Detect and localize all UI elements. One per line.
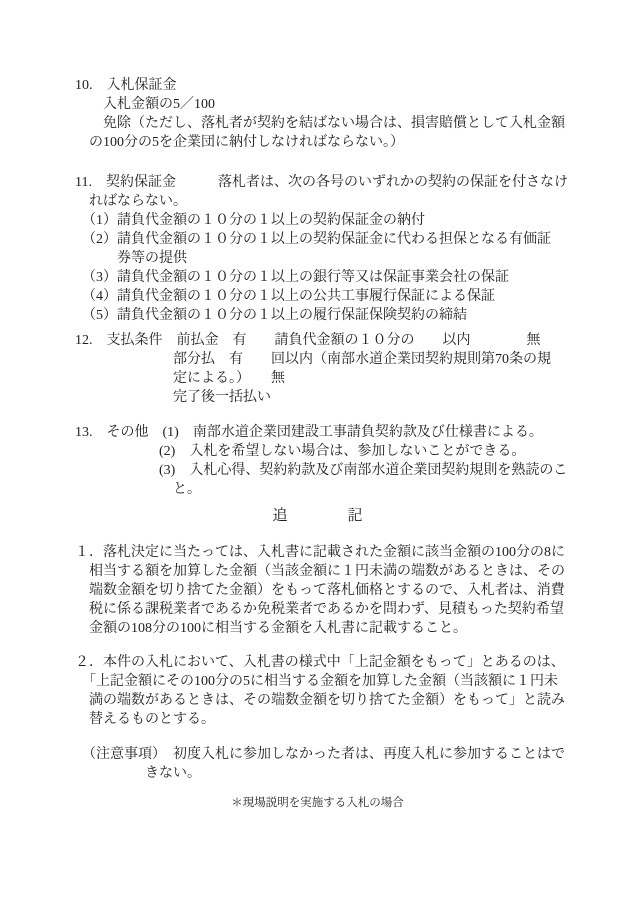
text-line: 完了後一括払い — [75, 390, 271, 405]
caution-note — [75, 745, 630, 783]
text-line: 10. 入札保証金 — [75, 78, 177, 93]
text-line: （4）請負代金額の１０分の１以上の公共工事履行保証による保証 — [75, 289, 495, 304]
text-line: 部分払 有 回以内（南部水道企業団契約規則第70条の規 — [75, 352, 551, 367]
section-other — [75, 423, 630, 499]
text-line: 端数金額を切り捨てた金額）をもって落札価格とするので、入札者は、消費 — [75, 583, 565, 598]
text-line: 金額の108分の100に相当する金額を入札書に記載すること。 — [75, 621, 467, 636]
text-line: （1）請負代金額の１０分の１以上の契約保証金の納付 — [75, 213, 425, 228]
text-line: の100分の5を企業団に納付しなければならない。） — [75, 135, 404, 150]
text-line: 12. 支払条件 前払金 有 請負代金額の１０分の 以内 無 — [75, 333, 541, 348]
text-line: 券等の提供 — [75, 251, 187, 266]
text-line: １．落札決定に当たっては、入札書に記載された金額に該当金額の100分の8に — [75, 545, 565, 560]
text-line: （3）請負代金額の１０分の１以上の銀行等又は保証事業会社の保証 — [75, 270, 509, 285]
text-line: 税に係る課税業者であるか免税業者であるかを問わず、見積もった契約希望 — [75, 602, 564, 617]
section-payment-terms — [75, 331, 630, 407]
text-line: 替えるものとする。 — [75, 712, 215, 727]
text-line: 相当する額を加算した金額（当該金額に１円未満の端数があるときは、その — [75, 564, 565, 579]
text-line: 「上記金額にその100分の5に相当する金額を加算した金額（当該額に１円未 — [75, 674, 558, 689]
text-line: きない。 — [75, 766, 201, 781]
section-contract-bond — [75, 173, 630, 325]
text-line: 定による。） 無 — [75, 371, 285, 386]
text-line: 11. 契約保証金 落札者は、次の各号のいずれかの契約の保証を付さなけ — [75, 175, 568, 190]
text-line: （5）請負代金額の１０分の１以上の履行保証保険契約の締結 — [75, 308, 467, 323]
text-line: 免除（ただし、落札者が契約を結ばない場合は、損害賠償として入札金額 — [75, 116, 565, 131]
text-line: ２．本件の入札において、入札書の様式中「上記金額をもって」とあるのは、 — [75, 655, 565, 670]
text-line: 入札金額の5／100 — [75, 97, 215, 112]
text-line: （注意事項） 初度入札に参加しなかった者は、再度入札に参加することはで — [75, 747, 565, 762]
section-bid-bond — [75, 76, 630, 152]
text-line: 満の端数があるときは、その端数金額を切り捨てた金額）をもって」と読み — [75, 693, 565, 708]
text-line: (2) 入札を希望しない場合は、参加しないことができる。 — [75, 444, 526, 459]
postscript-heading: 追 記 — [272, 508, 363, 524]
text-line: ればならない。 — [75, 194, 187, 209]
postscript-item-2 — [75, 653, 630, 729]
text-line: と。 — [75, 482, 201, 497]
text-line: （2）請負代金額の１０分の１以上の契約保証金に代わる担保となる有価証 — [75, 232, 551, 247]
site-briefing-footnote: ＊現場説明を実施する入札の場合 — [231, 797, 404, 809]
text-line: 13. その他 (1) 南部水道企業団建設工事請負契約款及び仕様書による。 — [75, 425, 543, 440]
text-line: (3) 入札心得、契約約款及び南部水道企業団契約規則を熟読のこ — [75, 463, 568, 478]
postscript-item-1 — [75, 543, 630, 638]
